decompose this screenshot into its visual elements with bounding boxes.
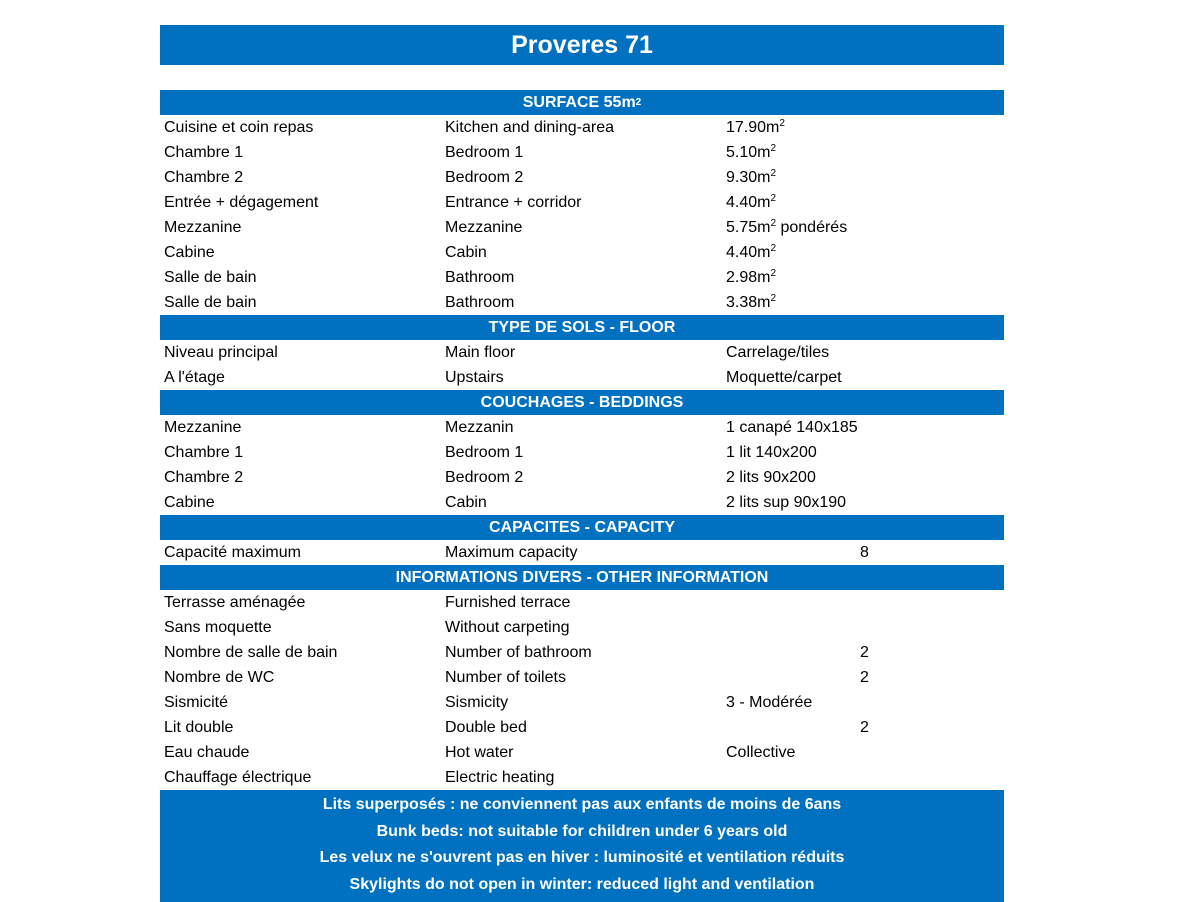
value-text: 5.10m [726,143,771,161]
section-header-beddings: COUCHAGES - BEDDINGS [160,390,1004,415]
value-sup: 2 [770,292,777,304]
label-fr: Eau chaude [164,743,250,761]
label-en: Cabin [445,243,487,261]
table-row [160,765,1004,790]
spacer [160,65,1004,90]
table-row [160,165,1004,190]
page-title: Proveres 71 [160,25,1004,65]
section-header-capacity: CAPACITES - CAPACITY [160,515,1004,540]
table-row [160,690,1004,715]
table-row [160,365,1004,390]
value-text: 17.90m [726,118,780,136]
label-fr: Cabine [164,493,215,511]
label-fr: Cabine [164,243,215,261]
label-en: Without carpeting [445,618,570,636]
value-sup: 2 [770,167,777,179]
value-sup: 2 [770,242,777,254]
label-fr: Chambre 2 [164,168,244,186]
table-row [160,440,1004,465]
footer-note: Bunk beds: not suitable for children under 6 years old [376,822,788,840]
table-row [160,490,1004,515]
label-fr: Nombre de salle de bain [164,643,338,661]
label-fr: Chambre 1 [164,143,244,161]
label-en: Furnished terrace [445,593,571,611]
label-en: Mezzanin [445,418,514,436]
label-en: Bedroom 1 [445,143,524,161]
value [726,119,785,137]
footer-note: Skylights do not open in winter: reduced light and ventilation [349,875,815,893]
section-header-surface-label: SURFACE 55m [522,93,636,111]
table-row [160,265,1004,290]
footer-note: Les velux ne s'ouvrent pas en hiver : luminosité et ventilation réduits [319,849,845,866]
label-en: Bedroom 2 [445,168,524,186]
label-fr: Mezzanine [164,418,242,436]
value [726,144,776,162]
value: 3 - Modérée [726,693,813,711]
table-row [160,665,1004,690]
value-sup: 2 [770,267,777,279]
table-row [160,140,1004,165]
label-fr: Salle de bain [164,293,257,311]
table-row [160,240,1004,265]
label-en: Kitchen and dining-area [445,118,615,136]
value-sup: 2 [770,217,777,229]
value-suffix: pondérés [776,218,848,236]
value: 2 lits sup 90x190 [726,493,847,511]
label-fr: Chambre 2 [164,468,244,486]
label-en: Cabin [445,493,487,511]
label-en: Number of toilets [445,668,566,686]
label-fr: Terrasse aménagée [164,593,306,611]
value-text: 4.40m [726,193,771,211]
value [726,219,847,237]
value-text: 9.30m [726,168,771,186]
value-sup: 2 [779,117,785,129]
label-en: Bedroom 1 [445,443,524,461]
footer-note: Lits superposés : ne conviennent pas aux enfants de moins de 6ans [322,796,842,813]
value-sup: 2 [770,192,777,204]
table-row [160,740,1004,765]
section-header-other: INFORMATIONS DIVERS - OTHER INFORMATION [160,565,1004,590]
table-row [160,715,1004,740]
value: 2 lits 90x200 [726,468,816,486]
footer-notes [160,790,1004,902]
section-header-floor: TYPE DE SOLS - FLOOR [160,315,1004,340]
table-row [160,590,1004,615]
count-value: 2 [860,643,869,661]
label-fr: Capacité maximum [164,543,301,561]
label-en: Double bed [445,718,527,736]
value [726,244,776,262]
label-en: Upstairs [445,368,504,386]
table-row [160,340,1004,365]
table-row [160,465,1004,490]
value-sup: 2 [770,142,777,154]
label-fr: A l'étage [164,368,225,386]
label-fr: Chambre 1 [164,443,244,461]
value: Carrelage/tiles [726,343,830,361]
property-sheet [160,25,1004,902]
value [726,269,776,287]
table-row [160,290,1004,315]
table-row [160,115,1004,140]
label-en: Number of bathroom [445,643,592,661]
label-en: Electric heating [445,768,555,786]
value-text: 3.38m [726,293,771,311]
label-fr: Cuisine et coin repas [164,118,314,136]
label-fr: Mezzanine [164,218,242,236]
label-fr: Sismicité [164,693,229,711]
label-en: Sismicity [445,693,509,711]
value-text: 5.75m [726,218,771,236]
label-fr: Entrée + dégagement [164,193,319,211]
label-en: Main floor [445,343,516,361]
value-text: 4.40m [726,243,771,261]
label-en: Maximum capacity [445,543,578,561]
value: Collective [726,743,796,761]
table-row [160,640,1004,665]
value: Moquette/carpet [726,368,842,386]
label-en: Entrance + corridor [445,193,582,211]
section-header-surface: SURFACE 55m 2 [160,90,1004,115]
table-row [160,540,1004,565]
count-value: 8 [860,543,869,561]
table-row [160,190,1004,215]
count-value: 2 [860,668,869,686]
table-row [160,215,1004,240]
label-fr: Sans moquette [164,618,272,636]
label-fr: Chauffage électrique [164,768,312,786]
value: 1 lit 140x200 [726,443,817,461]
label-fr: Nombre de WC [164,668,275,686]
label-fr: Salle de bain [164,268,257,286]
label-en: Bathroom [445,293,515,311]
label-fr: Niveau principal [164,343,278,361]
value-text: 2.98m [726,268,771,286]
value [726,169,776,187]
value: 1 canapé 140x185 [726,418,858,436]
label-en: Bedroom 2 [445,468,524,486]
label-en: Bathroom [445,268,515,286]
label-en: Mezzanine [445,218,523,236]
label-en: Hot water [445,743,514,761]
value [726,294,776,312]
table-row [160,415,1004,440]
value [726,194,776,212]
label-fr: Lit double [164,718,234,736]
table-row [160,615,1004,640]
count-value: 2 [860,718,869,736]
